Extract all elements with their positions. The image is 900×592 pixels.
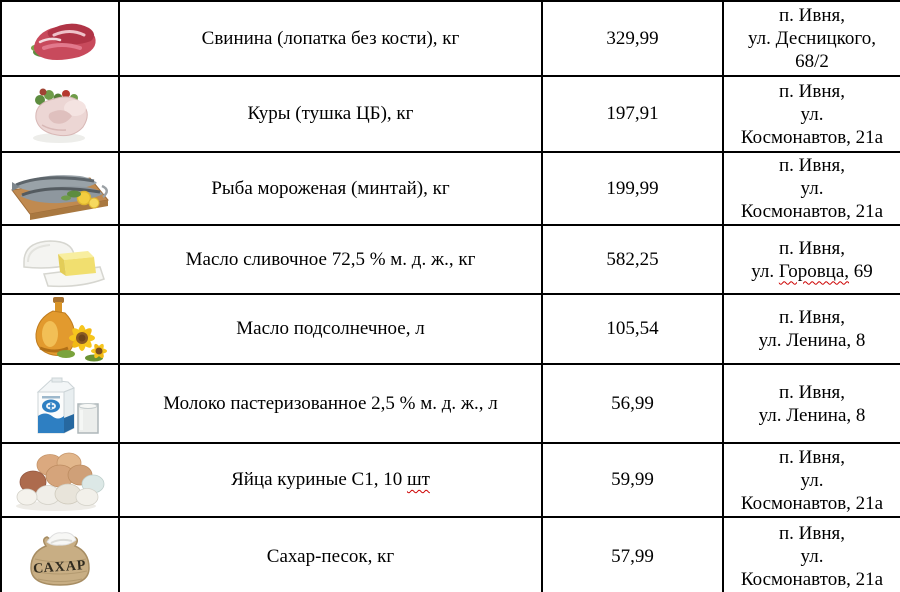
- product-name: [119, 76, 542, 152]
- sugar-image: [2, 521, 118, 592]
- product-name: [119, 443, 542, 517]
- sunflower-oil-image: [2, 296, 118, 362]
- text-segment: 68/2: [795, 51, 829, 72]
- text-segment: ул.: [800, 546, 824, 567]
- address-line: [726, 381, 898, 404]
- address-line: [726, 237, 898, 260]
- product-image-cell: [1, 294, 119, 364]
- product-price: 59,99: [542, 443, 723, 517]
- eggs-image: [2, 448, 118, 512]
- product-row: [1, 225, 900, 294]
- store-address: [723, 517, 900, 592]
- text-segment: ул. Ленина, 8: [758, 404, 866, 426]
- text-segment: п. Ивня,: [778, 5, 846, 26]
- address-line: [726, 126, 898, 149]
- product-image-cell: [1, 1, 119, 76]
- text-segment: п. Ивня,: [778, 523, 846, 544]
- product-name: [119, 364, 542, 443]
- product-row: [1, 294, 900, 364]
- text-segment: Молоко пастеризованное 2,5 % м. д. ж., л: [163, 392, 498, 414]
- product-price: 57,99: [542, 517, 723, 592]
- text-segment: Яйца куриные С1, 10: [231, 469, 407, 490]
- product-row: [1, 364, 900, 443]
- chicken-image: [2, 83, 118, 145]
- text-segment: ул.: [751, 260, 779, 282]
- text-segment: Свинина (лопатка без кости), кг: [201, 27, 460, 49]
- text-segment: Космонавтов, 21а: [740, 201, 884, 222]
- text-segment: п. Ивня,: [778, 237, 846, 259]
- product-image-cell: [1, 225, 119, 294]
- text-segment: ул.: [800, 103, 824, 125]
- product-image-cell: [1, 517, 119, 592]
- text-segment: ул. Ленина, 8: [758, 330, 866, 351]
- text-segment: ул. Десницкого,: [747, 28, 877, 49]
- product-row: [1, 152, 900, 225]
- product-image-cell: [1, 152, 119, 225]
- text-segment: 69: [849, 260, 873, 282]
- butter-image: [2, 230, 118, 290]
- address-line: [726, 469, 898, 492]
- text-segment: ул.: [800, 469, 824, 491]
- text-segment: Масло сливочное 72,5 % м. д. ж., кг: [185, 248, 476, 270]
- product-name: [119, 1, 542, 76]
- address-line: [726, 260, 898, 283]
- milk-image: [2, 370, 118, 438]
- text-segment: Сахар-песок, кг: [266, 545, 395, 567]
- product-image-cell: [1, 76, 119, 152]
- address-line: [726, 80, 898, 103]
- text-segment: Космонавтов, 21а: [740, 569, 884, 590]
- store-address: [723, 152, 900, 225]
- misspelled-word: шт: [406, 469, 430, 490]
- product-price: 56,99: [542, 364, 723, 443]
- text-segment: п. Ивня,: [778, 381, 846, 403]
- store-address: [723, 294, 900, 364]
- text-segment: Куры (тушка ЦБ), кг: [247, 103, 414, 124]
- product-row: [1, 76, 900, 152]
- text-segment: п. Ивня,: [778, 446, 846, 468]
- product-name: [119, 517, 542, 592]
- address-line: [726, 522, 898, 545]
- product-image-cell: [1, 443, 119, 517]
- product-name: [119, 152, 542, 225]
- text-segment: Космонавтов, 21а: [740, 492, 884, 514]
- address-line: [726, 103, 898, 126]
- sugar-sack-label: САХАР: [32, 557, 88, 577]
- product-price: 582,25: [542, 225, 723, 294]
- product-price: 329,99: [542, 1, 723, 76]
- text-segment: п. Ивня,: [778, 80, 846, 102]
- store-address: [723, 1, 900, 76]
- address-line: [726, 492, 898, 515]
- address-line: [726, 568, 898, 591]
- product-price: 105,54: [542, 294, 723, 364]
- address-line: [726, 200, 898, 223]
- product-row: [1, 443, 900, 517]
- address-line: [726, 545, 898, 568]
- pork-image: [2, 10, 118, 68]
- text-segment: п. Ивня,: [778, 307, 846, 328]
- store-address: [723, 443, 900, 517]
- address-line: [726, 50, 898, 73]
- address-line: [726, 329, 898, 352]
- address-line: [726, 404, 898, 427]
- product-row: [1, 1, 900, 76]
- product-row: [1, 517, 900, 592]
- address-line: [726, 446, 898, 469]
- address-line: [726, 4, 898, 27]
- misspelled-word: Горовца,: [778, 260, 850, 282]
- product-name: [119, 294, 542, 364]
- store-address: [723, 225, 900, 294]
- address-line: [726, 177, 898, 200]
- text-segment: ул.: [800, 178, 824, 199]
- product-name: [119, 225, 542, 294]
- price-table-body: [1, 1, 900, 592]
- store-address: [723, 76, 900, 152]
- address-line: [726, 27, 898, 50]
- text-segment: п. Ивня,: [778, 155, 846, 176]
- text-segment: Космонавтов, 21а: [740, 126, 884, 148]
- address-line: [726, 154, 898, 177]
- product-price: 197,91: [542, 76, 723, 152]
- text-segment: Масло подсолнечное, л: [236, 318, 425, 339]
- product-price: 199,99: [542, 152, 723, 225]
- fish-image: [2, 158, 118, 220]
- address-line: [726, 306, 898, 329]
- text-segment: Рыба мороженая (минтай), кг: [211, 177, 450, 199]
- store-address: [723, 364, 900, 443]
- product-image-cell: [1, 364, 119, 443]
